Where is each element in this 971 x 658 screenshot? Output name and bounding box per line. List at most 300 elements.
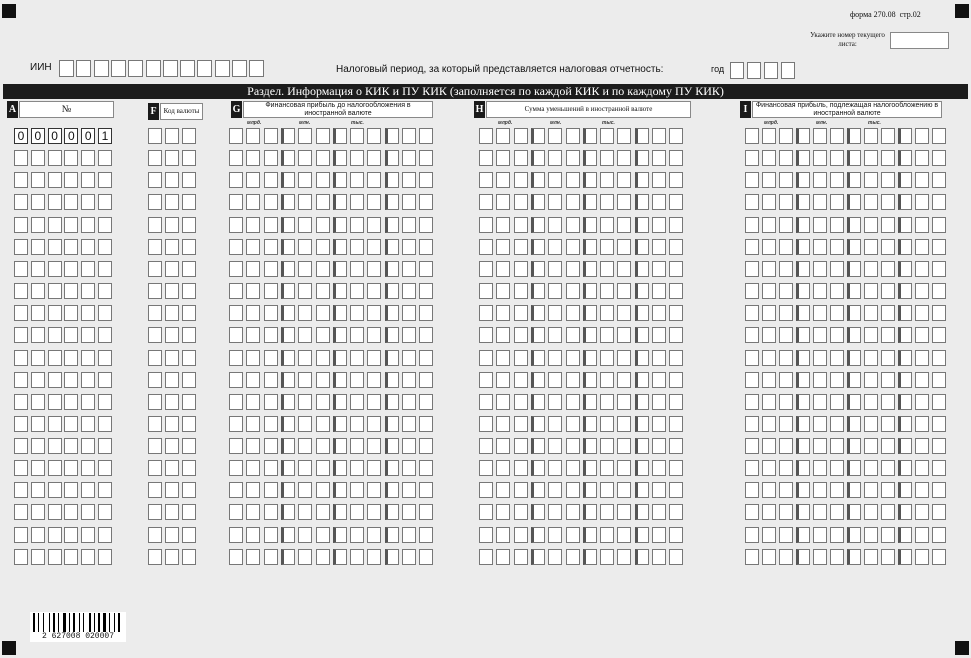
row-number-digit-cell[interactable]: [48, 217, 62, 233]
taxable-profit-cell[interactable]: [745, 194, 759, 210]
row-number-digit-cell[interactable]: [14, 416, 28, 432]
reductions-cell[interactable]: [496, 438, 510, 454]
reductions-cell[interactable]: [635, 549, 649, 565]
currency-code-cell[interactable]: [182, 372, 196, 388]
currency-code-cell[interactable]: [148, 217, 162, 233]
reductions-cell[interactable]: [531, 350, 545, 366]
reductions-cell[interactable]: [669, 482, 683, 498]
profit-before-tax-cell[interactable]: [385, 350, 399, 366]
taxable-profit-cell[interactable]: [762, 438, 776, 454]
taxable-profit-cell[interactable]: [745, 327, 759, 343]
taxable-profit-cell[interactable]: [864, 261, 878, 277]
reductions-cell[interactable]: [548, 150, 562, 166]
taxable-profit-cell[interactable]: [898, 217, 912, 233]
profit-before-tax-cell[interactable]: [385, 460, 399, 476]
profit-before-tax-cell[interactable]: [264, 438, 278, 454]
reductions-cell[interactable]: [496, 150, 510, 166]
reductions-cell[interactable]: [617, 527, 631, 543]
reductions-cell[interactable]: [652, 305, 666, 321]
profit-before-tax-cell[interactable]: [316, 305, 330, 321]
taxable-profit-cell[interactable]: [881, 239, 895, 255]
taxable-profit-cell[interactable]: [813, 527, 827, 543]
taxable-profit-cell[interactable]: [915, 504, 929, 520]
profit-before-tax-cell[interactable]: [264, 460, 278, 476]
profit-before-tax-cell[interactable]: [229, 150, 243, 166]
taxable-profit-cell[interactable]: [830, 350, 844, 366]
taxable-profit-cell[interactable]: [847, 305, 861, 321]
profit-before-tax-cell[interactable]: [298, 217, 312, 233]
sheet-number-field[interactable]: [890, 32, 949, 49]
taxable-profit-cell[interactable]: [813, 217, 827, 233]
currency-code-cell[interactable]: [148, 350, 162, 366]
taxable-profit-cell[interactable]: [932, 128, 946, 144]
profit-before-tax-cell[interactable]: [350, 261, 364, 277]
profit-before-tax-cell[interactable]: [246, 372, 260, 388]
profit-before-tax-cell[interactable]: [246, 416, 260, 432]
row-number-digit-cell[interactable]: [81, 261, 95, 277]
profit-before-tax-cell[interactable]: [281, 549, 295, 565]
profit-before-tax-cell[interactable]: [419, 128, 433, 144]
reductions-cell[interactable]: [548, 283, 562, 299]
row-number-digit-cell[interactable]: [98, 128, 112, 144]
row-number-digit-cell[interactable]: [64, 283, 78, 299]
reductions-cell[interactable]: [566, 504, 580, 520]
taxable-profit-cell[interactable]: [830, 283, 844, 299]
reductions-cell[interactable]: [548, 504, 562, 520]
profit-before-tax-cell[interactable]: [350, 194, 364, 210]
reductions-cell[interactable]: [617, 438, 631, 454]
reductions-cell[interactable]: [566, 261, 580, 277]
reductions-cell[interactable]: [617, 128, 631, 144]
row-number-digit-cell[interactable]: [98, 283, 112, 299]
profit-before-tax-cell[interactable]: [281, 239, 295, 255]
reductions-cell[interactable]: [652, 128, 666, 144]
profit-before-tax-cell[interactable]: [298, 172, 312, 188]
profit-before-tax-cell[interactable]: [350, 549, 364, 565]
profit-before-tax-cell[interactable]: [316, 217, 330, 233]
taxable-profit-cell[interactable]: [813, 504, 827, 520]
profit-before-tax-cell[interactable]: [350, 305, 364, 321]
currency-code-cell[interactable]: [165, 394, 179, 410]
profit-before-tax-cell[interactable]: [367, 217, 381, 233]
profit-before-tax-cell[interactable]: [229, 460, 243, 476]
taxable-profit-cell[interactable]: [762, 549, 776, 565]
profit-before-tax-cell[interactable]: [333, 504, 347, 520]
taxable-profit-cell[interactable]: [779, 416, 793, 432]
reductions-cell[interactable]: [479, 482, 493, 498]
row-number-digit-cell[interactable]: [64, 150, 78, 166]
profit-before-tax-cell[interactable]: [385, 194, 399, 210]
reductions-cell[interactable]: [635, 438, 649, 454]
profit-before-tax-cell[interactable]: [419, 372, 433, 388]
row-number-digit-cell[interactable]: [98, 239, 112, 255]
currency-code-cell[interactable]: [165, 261, 179, 277]
taxable-profit-cell[interactable]: [864, 305, 878, 321]
profit-before-tax-cell[interactable]: [246, 394, 260, 410]
taxable-profit-cell[interactable]: [932, 305, 946, 321]
profit-before-tax-cell[interactable]: [402, 416, 416, 432]
row-number-digit-cell[interactable]: [48, 327, 62, 343]
row-number-digit-cell[interactable]: [64, 217, 78, 233]
profit-before-tax-cell[interactable]: [419, 438, 433, 454]
reductions-cell[interactable]: [514, 172, 528, 188]
reductions-cell[interactable]: [531, 217, 545, 233]
reductions-cell[interactable]: [496, 482, 510, 498]
row-number-digit-cell[interactable]: [48, 350, 62, 366]
profit-before-tax-cell[interactable]: [281, 194, 295, 210]
profit-before-tax-cell[interactable]: [264, 261, 278, 277]
profit-before-tax-cell[interactable]: [402, 482, 416, 498]
taxable-profit-cell[interactable]: [847, 194, 861, 210]
taxable-profit-cell[interactable]: [881, 128, 895, 144]
row-number-digit-cell[interactable]: [48, 482, 62, 498]
year-digit-cell[interactable]: [781, 62, 795, 79]
reductions-cell[interactable]: [514, 549, 528, 565]
profit-before-tax-cell[interactable]: [316, 350, 330, 366]
row-number-digit-cell[interactable]: [31, 527, 45, 543]
currency-code-cell[interactable]: [148, 504, 162, 520]
profit-before-tax-cell[interactable]: [419, 172, 433, 188]
profit-before-tax-cell[interactable]: [333, 172, 347, 188]
profit-before-tax-cell[interactable]: [229, 372, 243, 388]
row-number-digit-cell[interactable]: [31, 283, 45, 299]
profit-before-tax-cell[interactable]: [316, 194, 330, 210]
reductions-cell[interactable]: [479, 128, 493, 144]
taxable-profit-cell[interactable]: [813, 305, 827, 321]
profit-before-tax-cell[interactable]: [419, 394, 433, 410]
profit-before-tax-cell[interactable]: [281, 172, 295, 188]
reductions-cell[interactable]: [566, 217, 580, 233]
taxable-profit-cell[interactable]: [762, 217, 776, 233]
taxable-profit-cell[interactable]: [881, 549, 895, 565]
reductions-cell[interactable]: [566, 305, 580, 321]
profit-before-tax-cell[interactable]: [333, 394, 347, 410]
taxable-profit-cell[interactable]: [830, 482, 844, 498]
reductions-cell[interactable]: [548, 460, 562, 476]
taxable-profit-cell[interactable]: [813, 416, 827, 432]
reductions-cell[interactable]: [548, 527, 562, 543]
reductions-cell[interactable]: [600, 194, 614, 210]
profit-before-tax-cell[interactable]: [402, 527, 416, 543]
taxable-profit-cell[interactable]: [864, 416, 878, 432]
taxable-profit-cell[interactable]: [762, 172, 776, 188]
profit-before-tax-cell[interactable]: [402, 504, 416, 520]
row-number-digit-cell[interactable]: [98, 460, 112, 476]
reductions-cell[interactable]: [600, 416, 614, 432]
taxable-profit-cell[interactable]: [898, 194, 912, 210]
currency-code-cell[interactable]: [182, 504, 196, 520]
row-number-digit-cell[interactable]: [98, 327, 112, 343]
currency-code-cell[interactable]: [148, 549, 162, 565]
profit-before-tax-cell[interactable]: [402, 327, 416, 343]
reductions-cell[interactable]: [496, 527, 510, 543]
profit-before-tax-cell[interactable]: [316, 460, 330, 476]
profit-before-tax-cell[interactable]: [333, 350, 347, 366]
currency-code-cell[interactable]: [148, 150, 162, 166]
row-number-digit-cell[interactable]: [64, 394, 78, 410]
profit-before-tax-cell[interactable]: [264, 394, 278, 410]
row-number-digit-cell[interactable]: [14, 283, 28, 299]
taxable-profit-cell[interactable]: [881, 194, 895, 210]
reductions-cell[interactable]: [652, 416, 666, 432]
reductions-cell[interactable]: [583, 283, 597, 299]
reductions-cell[interactable]: [669, 504, 683, 520]
reductions-cell[interactable]: [496, 504, 510, 520]
profit-before-tax-cell[interactable]: [385, 372, 399, 388]
taxable-profit-cell[interactable]: [813, 460, 827, 476]
reductions-cell[interactable]: [566, 350, 580, 366]
profit-before-tax-cell[interactable]: [246, 283, 260, 299]
taxable-profit-cell[interactable]: [830, 150, 844, 166]
reductions-cell[interactable]: [531, 504, 545, 520]
taxable-profit-cell[interactable]: [932, 217, 946, 233]
profit-before-tax-cell[interactable]: [264, 150, 278, 166]
currency-code-cell[interactable]: [182, 239, 196, 255]
profit-before-tax-cell[interactable]: [385, 261, 399, 277]
reductions-cell[interactable]: [600, 504, 614, 520]
profit-before-tax-cell[interactable]: [402, 350, 416, 366]
taxable-profit-cell[interactable]: [932, 504, 946, 520]
profit-before-tax-cell[interactable]: [229, 128, 243, 144]
currency-code-cell[interactable]: [148, 394, 162, 410]
row-number-digit-cell[interactable]: [14, 482, 28, 498]
profit-before-tax-cell[interactable]: [419, 283, 433, 299]
currency-code-cell[interactable]: [148, 527, 162, 543]
reductions-cell[interactable]: [496, 372, 510, 388]
row-number-digit-cell[interactable]: [81, 416, 95, 432]
reductions-cell[interactable]: [600, 283, 614, 299]
taxable-profit-cell[interactable]: [762, 504, 776, 520]
row-number-digit-cell[interactable]: [64, 350, 78, 366]
profit-before-tax-cell[interactable]: [385, 504, 399, 520]
taxable-profit-cell[interactable]: [796, 239, 810, 255]
profit-before-tax-cell[interactable]: [367, 194, 381, 210]
reductions-cell[interactable]: [479, 261, 493, 277]
profit-before-tax-cell[interactable]: [419, 239, 433, 255]
reductions-cell[interactable]: [652, 394, 666, 410]
profit-before-tax-cell[interactable]: [281, 305, 295, 321]
row-number-digit-cell[interactable]: [14, 504, 28, 520]
profit-before-tax-cell[interactable]: [402, 460, 416, 476]
reductions-cell[interactable]: [635, 482, 649, 498]
profit-before-tax-cell[interactable]: [419, 305, 433, 321]
reductions-cell[interactable]: [548, 350, 562, 366]
row-number-digit-cell[interactable]: [81, 194, 95, 210]
currency-code-cell[interactable]: [182, 150, 196, 166]
taxable-profit-cell[interactable]: [898, 128, 912, 144]
profit-before-tax-cell[interactable]: [298, 504, 312, 520]
taxable-profit-cell[interactable]: [915, 150, 929, 166]
row-number-digit-cell[interactable]: [98, 194, 112, 210]
profit-before-tax-cell[interactable]: [316, 394, 330, 410]
reductions-cell[interactable]: [479, 504, 493, 520]
profit-before-tax-cell[interactable]: [246, 527, 260, 543]
reductions-cell[interactable]: [635, 327, 649, 343]
row-number-digit-cell[interactable]: [31, 482, 45, 498]
year-digit-cell[interactable]: [747, 62, 761, 79]
profit-before-tax-cell[interactable]: [402, 438, 416, 454]
reductions-cell[interactable]: [514, 527, 528, 543]
reductions-cell[interactable]: [479, 150, 493, 166]
taxable-profit-cell[interactable]: [779, 217, 793, 233]
reductions-cell[interactable]: [652, 482, 666, 498]
reductions-cell[interactable]: [669, 527, 683, 543]
reductions-cell[interactable]: [652, 350, 666, 366]
reductions-cell[interactable]: [600, 527, 614, 543]
currency-code-cell[interactable]: [182, 438, 196, 454]
taxable-profit-cell[interactable]: [932, 350, 946, 366]
profit-before-tax-cell[interactable]: [281, 283, 295, 299]
profit-before-tax-cell[interactable]: [385, 527, 399, 543]
taxable-profit-cell[interactable]: [762, 261, 776, 277]
taxable-profit-cell[interactable]: [745, 150, 759, 166]
row-number-digit-cell[interactable]: [14, 172, 28, 188]
row-number-digit-cell[interactable]: [48, 527, 62, 543]
profit-before-tax-cell[interactable]: [333, 150, 347, 166]
reductions-cell[interactable]: [600, 150, 614, 166]
taxable-profit-cell[interactable]: [932, 283, 946, 299]
reductions-cell[interactable]: [514, 394, 528, 410]
reductions-cell[interactable]: [583, 305, 597, 321]
taxable-profit-cell[interactable]: [898, 261, 912, 277]
taxable-profit-cell[interactable]: [898, 350, 912, 366]
year-digit-cell[interactable]: [764, 62, 778, 79]
currency-code-cell[interactable]: [148, 305, 162, 321]
taxable-profit-cell[interactable]: [898, 438, 912, 454]
currency-code-cell[interactable]: [182, 217, 196, 233]
reductions-cell[interactable]: [652, 504, 666, 520]
profit-before-tax-cell[interactable]: [333, 416, 347, 432]
row-number-digit-cell[interactable]: [48, 150, 62, 166]
taxable-profit-cell[interactable]: [813, 283, 827, 299]
row-number-digit-cell[interactable]: [14, 239, 28, 255]
reductions-cell[interactable]: [635, 527, 649, 543]
taxable-profit-cell[interactable]: [830, 217, 844, 233]
profit-before-tax-cell[interactable]: [333, 549, 347, 565]
reductions-cell[interactable]: [548, 217, 562, 233]
reductions-cell[interactable]: [496, 327, 510, 343]
reductions-cell[interactable]: [652, 283, 666, 299]
taxable-profit-cell[interactable]: [796, 217, 810, 233]
profit-before-tax-cell[interactable]: [350, 416, 364, 432]
reductions-cell[interactable]: [617, 217, 631, 233]
reductions-cell[interactable]: [514, 327, 528, 343]
profit-before-tax-cell[interactable]: [264, 217, 278, 233]
row-number-digit-cell[interactable]: [98, 394, 112, 410]
taxable-profit-cell[interactable]: [779, 350, 793, 366]
reductions-cell[interactable]: [566, 438, 580, 454]
taxable-profit-cell[interactable]: [898, 150, 912, 166]
reductions-cell[interactable]: [600, 350, 614, 366]
reductions-cell[interactable]: [496, 172, 510, 188]
profit-before-tax-cell[interactable]: [350, 283, 364, 299]
currency-code-cell[interactable]: [182, 327, 196, 343]
row-number-digit-cell[interactable]: [98, 416, 112, 432]
reductions-cell[interactable]: [617, 460, 631, 476]
taxable-profit-cell[interactable]: [915, 327, 929, 343]
reductions-cell[interactable]: [669, 150, 683, 166]
profit-before-tax-cell[interactable]: [229, 350, 243, 366]
profit-before-tax-cell[interactable]: [419, 194, 433, 210]
row-number-digit-cell[interactable]: [64, 305, 78, 321]
taxable-profit-cell[interactable]: [745, 527, 759, 543]
reductions-cell[interactable]: [531, 460, 545, 476]
profit-before-tax-cell[interactable]: [419, 527, 433, 543]
reductions-cell[interactable]: [479, 416, 493, 432]
taxable-profit-cell[interactable]: [881, 372, 895, 388]
taxable-profit-cell[interactable]: [796, 128, 810, 144]
reductions-cell[interactable]: [479, 350, 493, 366]
currency-code-cell[interactable]: [148, 327, 162, 343]
taxable-profit-cell[interactable]: [881, 482, 895, 498]
row-number-digit-cell[interactable]: [48, 549, 62, 565]
reductions-cell[interactable]: [566, 150, 580, 166]
reductions-cell[interactable]: [479, 283, 493, 299]
taxable-profit-cell[interactable]: [932, 239, 946, 255]
reductions-cell[interactable]: [617, 327, 631, 343]
taxable-profit-cell[interactable]: [830, 305, 844, 321]
taxable-profit-cell[interactable]: [762, 416, 776, 432]
profit-before-tax-cell[interactable]: [246, 350, 260, 366]
taxable-profit-cell[interactable]: [813, 261, 827, 277]
row-number-digit-cell[interactable]: [98, 438, 112, 454]
reductions-cell[interactable]: [548, 327, 562, 343]
taxable-profit-cell[interactable]: [864, 327, 878, 343]
reductions-cell[interactable]: [548, 549, 562, 565]
currency-code-cell[interactable]: [182, 172, 196, 188]
iin-digit-cell[interactable]: [59, 60, 74, 77]
profit-before-tax-cell[interactable]: [350, 504, 364, 520]
profit-before-tax-cell[interactable]: [385, 128, 399, 144]
profit-before-tax-cell[interactable]: [333, 217, 347, 233]
row-number-digit-cell[interactable]: [31, 460, 45, 476]
profit-before-tax-cell[interactable]: [281, 394, 295, 410]
taxable-profit-cell[interactable]: [847, 438, 861, 454]
profit-before-tax-cell[interactable]: [367, 261, 381, 277]
reductions-cell[interactable]: [531, 305, 545, 321]
row-number-digit-cell[interactable]: [81, 504, 95, 520]
reductions-cell[interactable]: [514, 283, 528, 299]
reductions-cell[interactable]: [635, 261, 649, 277]
reductions-cell[interactable]: [566, 128, 580, 144]
currency-code-cell[interactable]: [165, 416, 179, 432]
row-number-digit-cell[interactable]: [81, 438, 95, 454]
reductions-cell[interactable]: [583, 372, 597, 388]
taxable-profit-cell[interactable]: [932, 261, 946, 277]
row-number-digit-cell[interactable]: [31, 327, 45, 343]
currency-code-cell[interactable]: [182, 194, 196, 210]
profit-before-tax-cell[interactable]: [229, 305, 243, 321]
reductions-cell[interactable]: [617, 350, 631, 366]
row-number-digit-cell[interactable]: [48, 261, 62, 277]
taxable-profit-cell[interactable]: [830, 261, 844, 277]
reductions-cell[interactable]: [566, 327, 580, 343]
taxable-profit-cell[interactable]: [762, 283, 776, 299]
row-number-digit-cell[interactable]: [31, 239, 45, 255]
profit-before-tax-cell[interactable]: [385, 327, 399, 343]
taxable-profit-cell[interactable]: [881, 394, 895, 410]
row-number-digit-cell[interactable]: [14, 150, 28, 166]
taxable-profit-cell[interactable]: [898, 549, 912, 565]
taxable-profit-cell[interactable]: [796, 194, 810, 210]
row-number-digit-cell[interactable]: [48, 460, 62, 476]
profit-before-tax-cell[interactable]: [333, 327, 347, 343]
row-number-digit-cell[interactable]: [81, 239, 95, 255]
profit-before-tax-cell[interactable]: [246, 194, 260, 210]
taxable-profit-cell[interactable]: [847, 283, 861, 299]
reductions-cell[interactable]: [531, 261, 545, 277]
profit-before-tax-cell[interactable]: [316, 128, 330, 144]
